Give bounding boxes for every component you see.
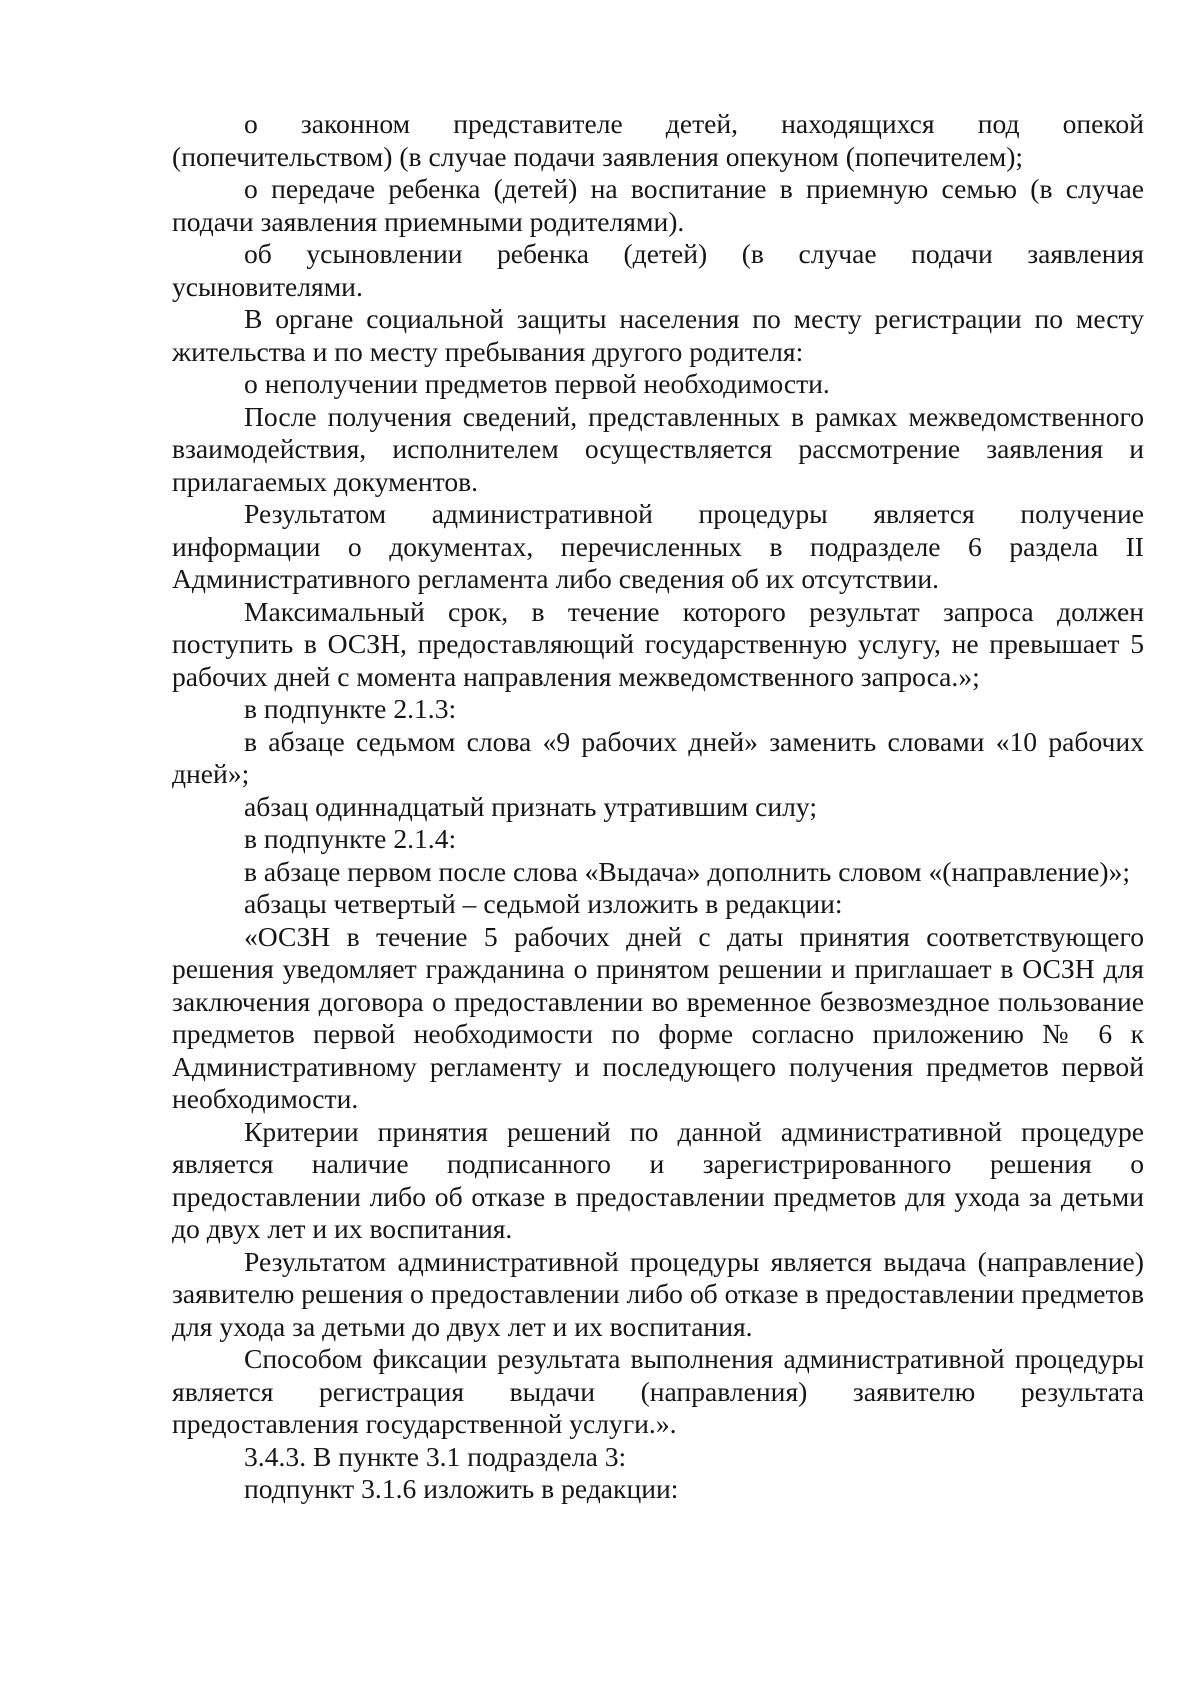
- paragraph-first-abzac: в абзаце первом после слова «Выдача» дополнить словом «(направление)»;: [244, 855, 1131, 887]
- paragraph-after-receipt: После получения сведений, представленных в рамках межведомственного взаимодействия, исполнителем осуществляется рассмотрение заявления и прилагаемых документов.: [172, 400, 1144, 497]
- paragraph-foster-family: о передаче ребенка (детей) на воспитание в приемную семью (в случае подачи заявления приемными родителями).: [172, 173, 1144, 237]
- paragraph-decision-criteria: Критерии принятия решений по данной административной процедуре является наличие подписанного и зарегистрированного решения о предоставлении либо об отказе в предоставлении предметов для ухода за детьми до двух лет и их воспитания.: [172, 1115, 1144, 1244]
- paragraph-procedure-result: Результатом административной процедуры является получение информации о документах, перечисленных в подразделе 6 раздела II Административного регламента либо сведения об их отсутствии.: [172, 498, 1144, 594]
- paragraph-subclause-3-1-6: подпункт 3.1.6 изложить в редакции:: [244, 1473, 679, 1504]
- paragraph-max-term: Максимальный срок, в течение которого результат запроса должен поступить в ОСЗН, предоставляющий государственную услугу, не превышает 5 рабочих дней с момента направления межведомственного запроса.»;: [172, 595, 1144, 692]
- paragraph-non-receipt: о неполучении предметов первой необходимости.: [244, 368, 830, 399]
- paragraph-social-protection-body: В органе социальной защиты населения по месту регистрации по месту жительства и по месту пребывания другого родителя:: [172, 303, 1144, 367]
- paragraph-adoption: об усыновлении ребенка (детей) (в случае подачи заявления усыновителями.: [172, 238, 1144, 302]
- paragraph-clause-3-4-3: 3.4.3. В пункте 3.1 подраздела 3:: [244, 1440, 627, 1472]
- document-body: [172, 108, 1144, 1506]
- paragraph-oszn-notice: «ОСЗН в течение 5 рабочих дней с даты принятия соответствующего решения уведомляет гражданина о принятом решении и приглашает в ОСЗН для заключения договора о предоставлении во временное безвозмездное пользование предметов первой необходимости по форме согласно приложению № 6 к Административному регламенту и последующего получения предметов первой необходимости.: [172, 920, 1144, 1114]
- paragraph-seventh-abzac: в абзаце седьмом слова «9 рабочих дней» заменить словами «10 рабочих дней»;: [172, 725, 1144, 789]
- paragraph-subclause-2-1-4: в подпункте 2.1.4:: [244, 823, 457, 854]
- paragraph-subclause-2-1-3: в подпункте 2.1.3:: [244, 693, 457, 724]
- paragraph-issuance-result: Результатом административной процедуры является выдача (направление) заявителю решения о предоставлении либо об отказе в предоставлении предметов для ухода за детьми до двух лет и их воспитания.: [172, 1245, 1144, 1342]
- paragraph-legal-representative: о законном представителе детей, находящихся под опекой (попечительством) (в случае подачи заявления опекуном (попечителем);: [172, 108, 1144, 172]
- paragraph-fourth-seventh: абзацы четвертый – седьмой изложить в редакции:: [244, 888, 843, 919]
- paragraph-fixation-method: Способом фиксации результата выполнения административной процедуры является регистрация выдачи (направления) заявителю результата предоставления государственной услуги.».: [172, 1343, 1144, 1439]
- paragraph-eleventh-abzac: абзац одиннадцатый признать утратившим силу;: [244, 790, 818, 822]
